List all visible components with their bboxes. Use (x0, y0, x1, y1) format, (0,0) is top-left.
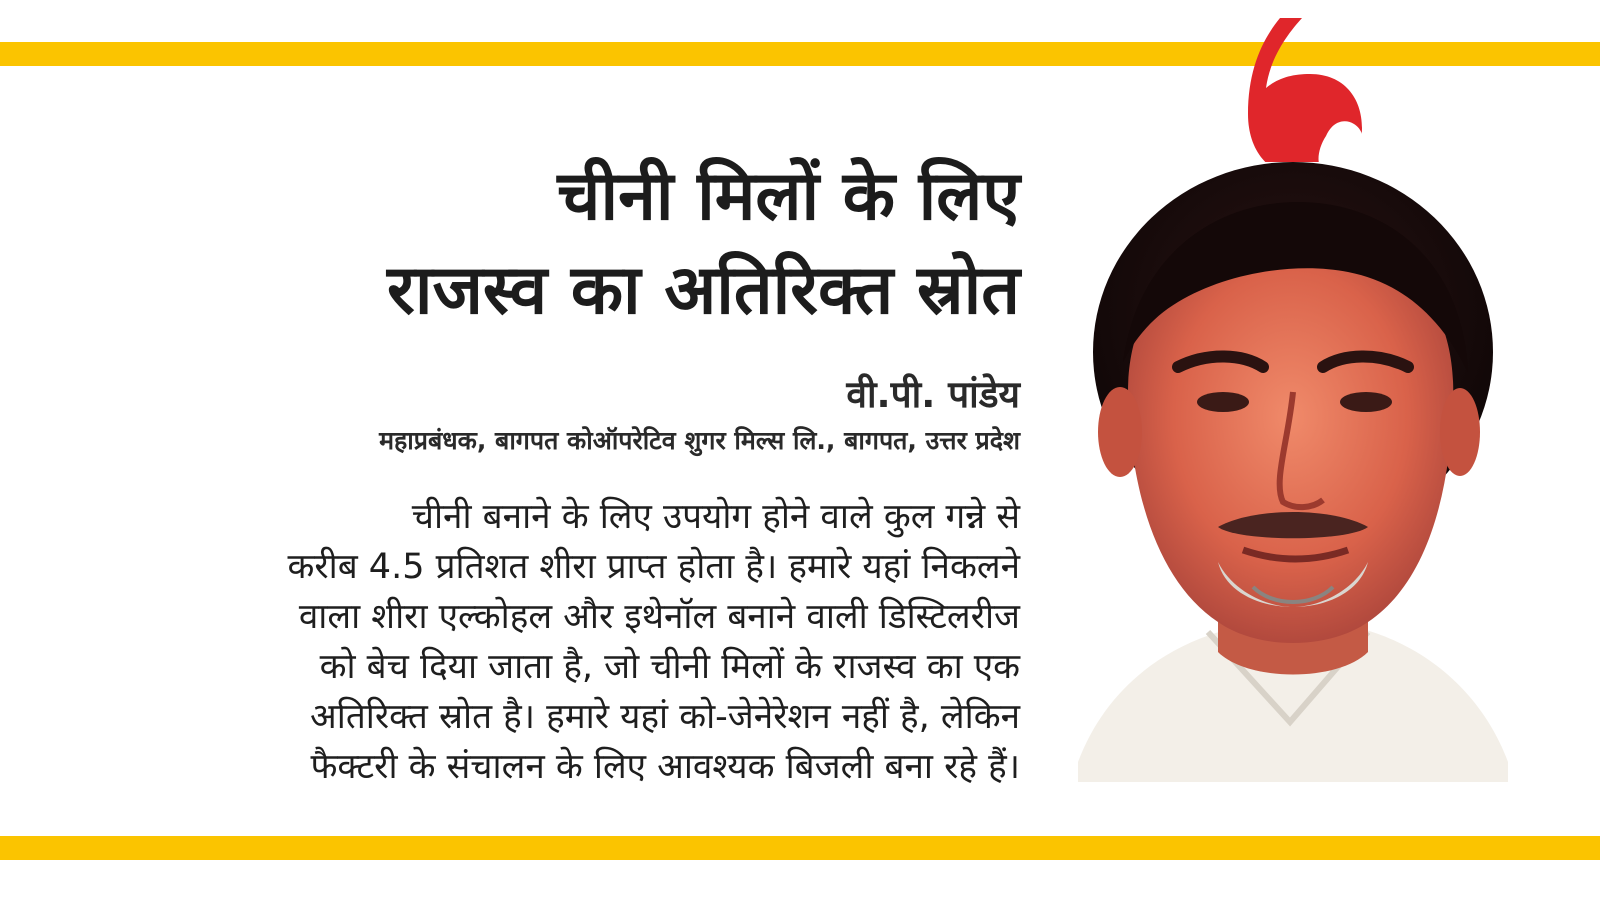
quote-line: चीनी बनाने के लिए उपयोग होने वाले कुल गन्ने से (411, 497, 1020, 537)
person-portrait (1068, 162, 1513, 782)
quote-line: अतिरिक्त स्रोत है। हमारे यहां को-जेनेरेशन नहीं है, लेकिन (310, 697, 1020, 737)
quote-body (120, 492, 1020, 792)
headline-line-1: चीनी मिलों के लिए (557, 157, 1020, 236)
author-name: वी.पी. पांडेय (846, 373, 1020, 416)
quote-mark-icon (1240, 18, 1370, 183)
quote-line: करीब 4.5 प्रतिशत शीरा प्राप्त होता है। हमारे यहां निकलने (287, 547, 1020, 587)
bottom-accent-band (0, 836, 1600, 860)
quote-line: को बेच दिया जाता है, जो चीनी मिलों के राजस्व का एक (319, 647, 1020, 687)
quote-line: वाला शीरा एल्कोहल और इथेनॉल बनाने वाली डिस्टिलरीज (298, 597, 1020, 637)
author-designation: महाप्रबंधक, बागपत कोऑपरेटिव शुगर मिल्स लि., बागपत, उत्तर प्रदेश (379, 426, 1020, 455)
headline-line-2: राजस्व का अतिरिक्त स्रोत (387, 251, 1020, 330)
headline (120, 150, 1020, 338)
quote-text-column (120, 150, 1020, 792)
quote-line: फैक्टरी के संचालन के लिए आवश्यक बिजली बना रहे हैं। (310, 747, 1020, 787)
